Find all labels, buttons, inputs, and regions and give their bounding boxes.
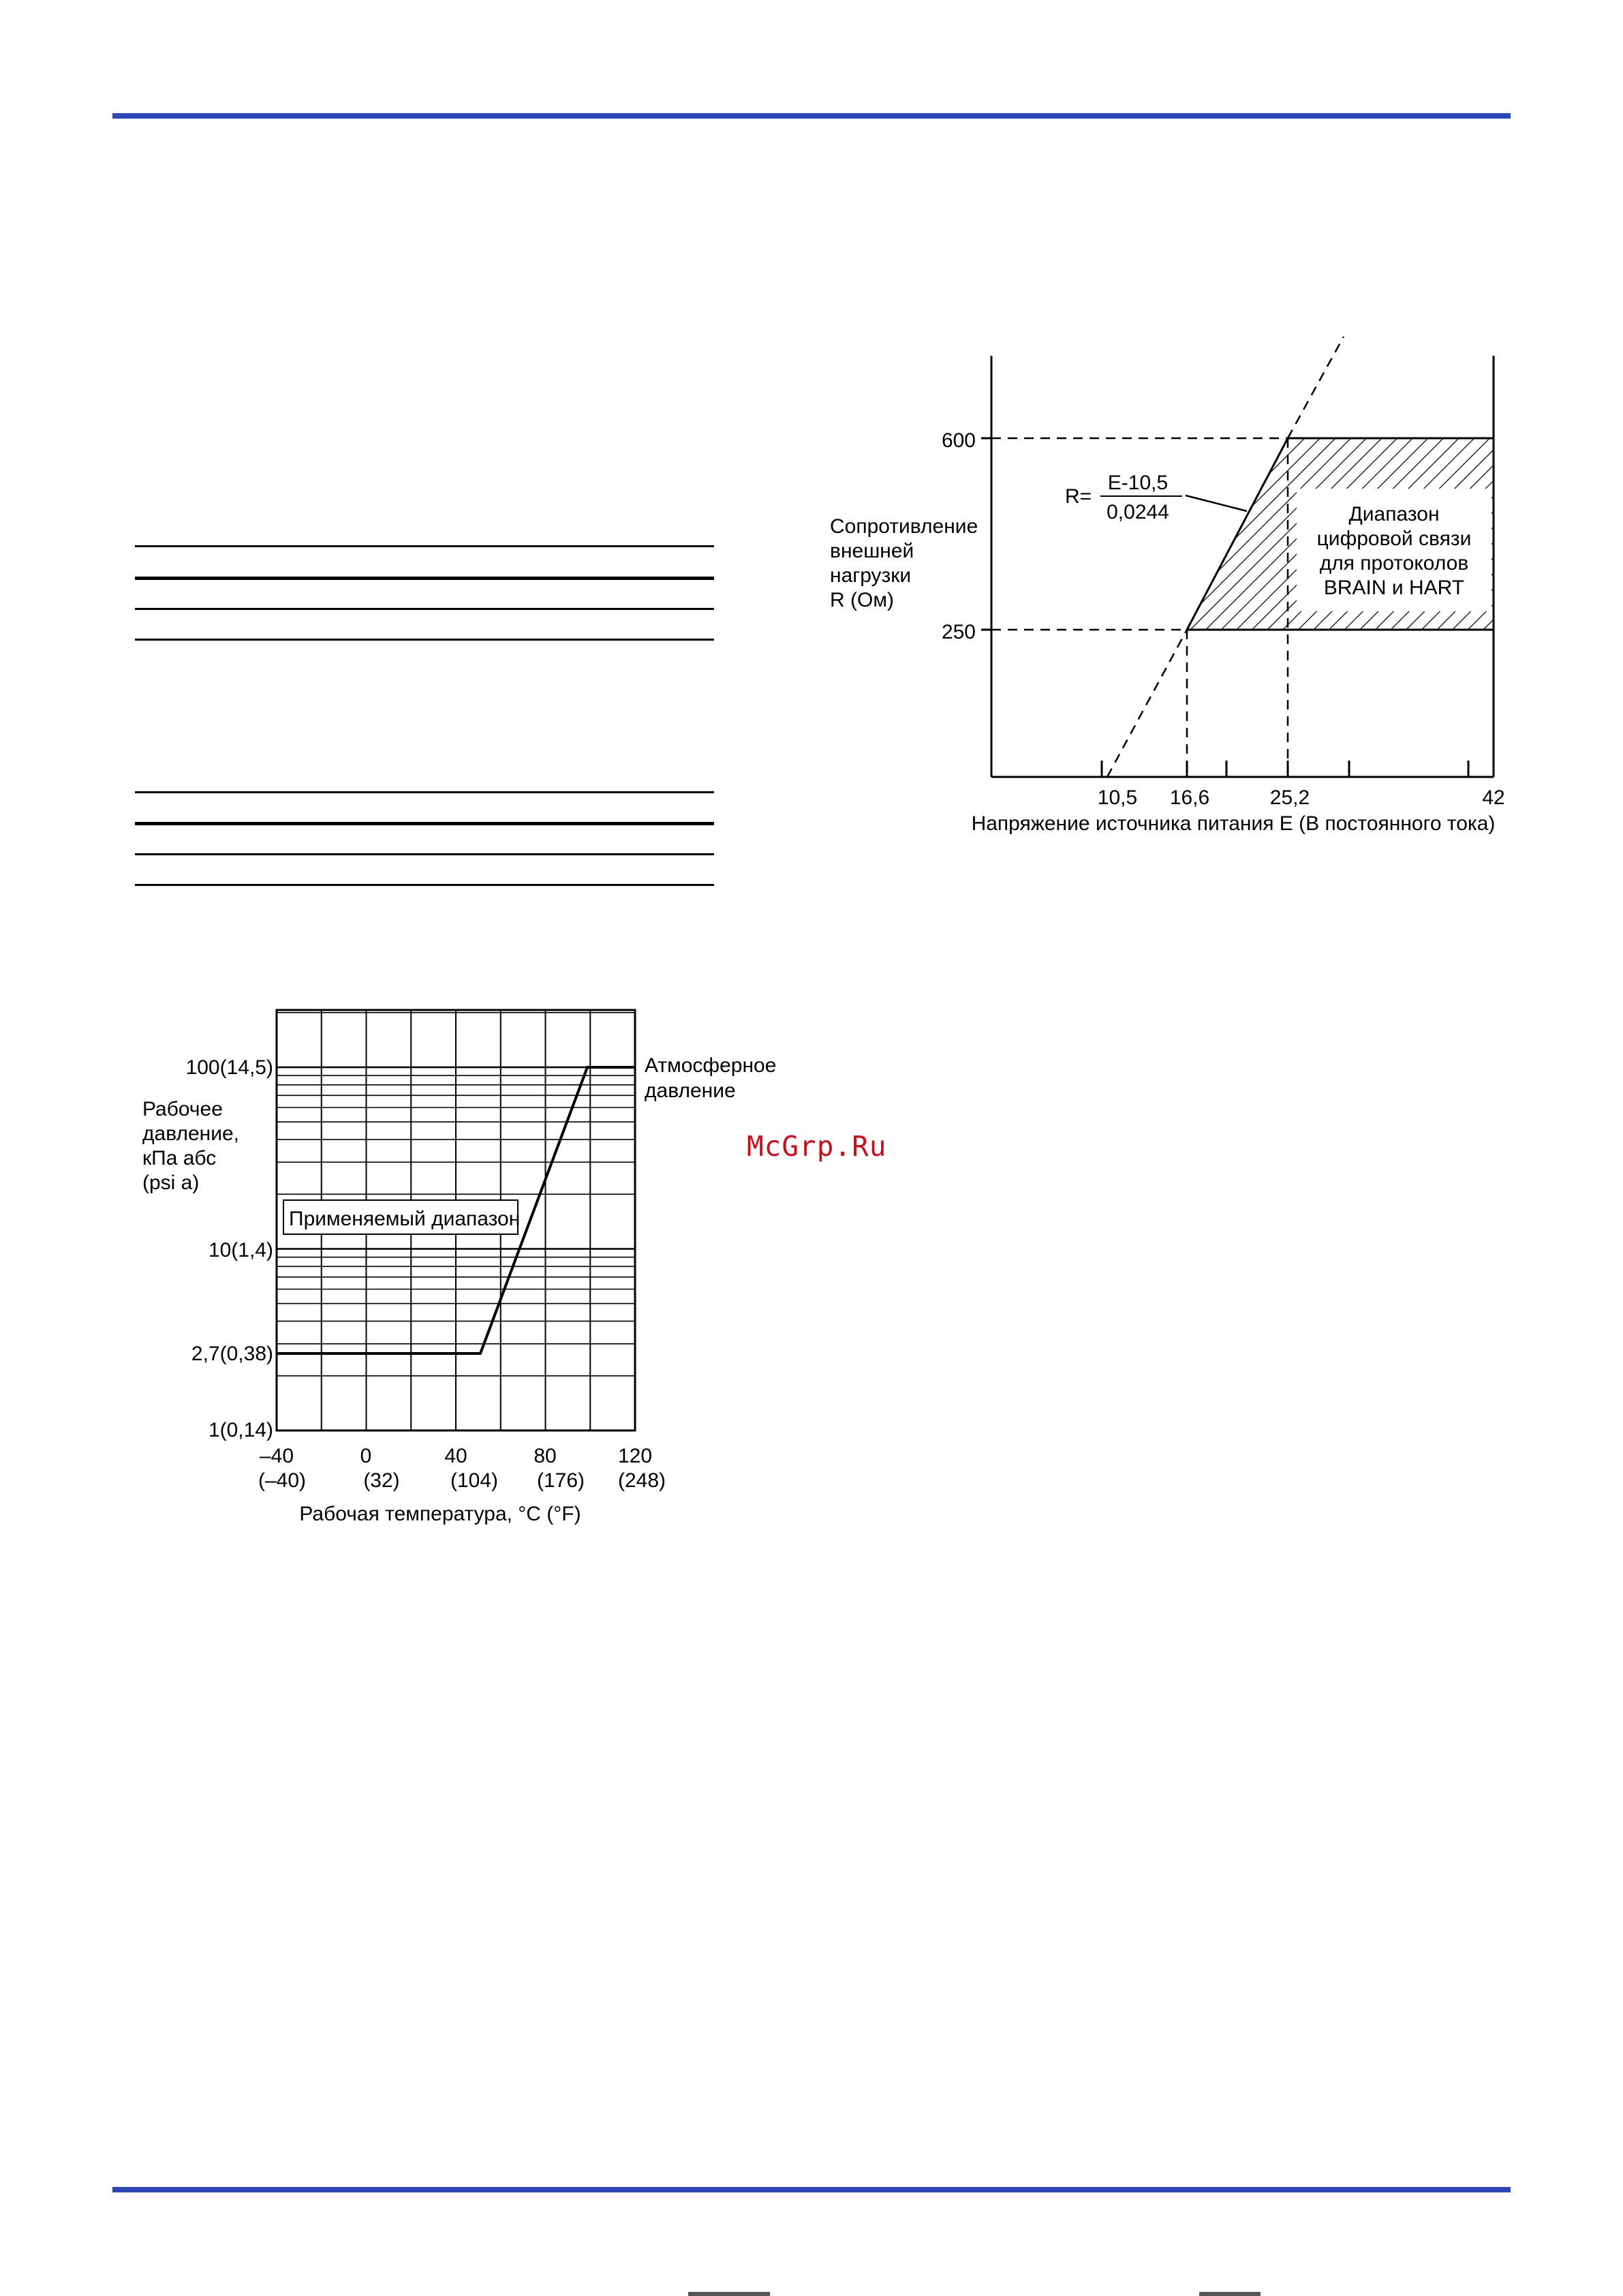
x-tick-label: –40	[259, 1445, 294, 1467]
y-tick-label: 100(14,5)	[185, 1056, 273, 1079]
atm-label-line: Атмосферное	[645, 1054, 777, 1077]
x-tick-label-f: (176)	[536, 1469, 585, 1492]
formula-numerator: E-10,5	[1107, 472, 1169, 494]
x-tick-label-f: (32)	[363, 1469, 400, 1492]
x-tick-label: 120	[617, 1445, 653, 1467]
scan-artifact	[1199, 2292, 1261, 2296]
x-tick-label: 40	[444, 1445, 467, 1467]
region-label-line: цифровой связи	[1316, 527, 1472, 550]
region-label-line: для протоколов	[1319, 552, 1469, 575]
x-tick-label-f: (–40)	[258, 1469, 307, 1492]
y-axis-title-line: Рабочее	[142, 1098, 223, 1120]
region-label-line: BRAIN и HART	[1323, 577, 1465, 599]
y-tick-label: 250	[941, 621, 976, 643]
region-label-line: Диапазон	[1348, 503, 1440, 525]
x-tick-label: 80	[534, 1445, 557, 1467]
x-axis-title: Рабочая температура, °С (°F)	[299, 1503, 581, 1525]
y-axis-title-line: (psi a)	[142, 1172, 200, 1194]
y-axis-title-line: R (Ом)	[830, 589, 894, 611]
y-tick-label: 2,7(0,38)	[191, 1343, 273, 1365]
y-axis-title-line: нагрузки	[830, 564, 912, 587]
watermark-text: McGrp.Ru	[747, 1130, 887, 1163]
y-axis-title-line: кПа абс	[142, 1147, 217, 1169]
x-tick-label: 25,2	[1269, 786, 1310, 809]
x-tick-label-f: (248)	[617, 1469, 666, 1492]
formula-prefix: R=	[1065, 485, 1092, 508]
y-tick-label: 10(1,4)	[208, 1239, 273, 1261]
y-tick-label: 600	[941, 429, 976, 452]
formula-denominator: 0,0244	[1107, 501, 1169, 523]
atm-label-line: давление	[645, 1080, 736, 1102]
y-axis-title-line: давление,	[142, 1122, 239, 1145]
x-tick-label: 42	[1482, 786, 1505, 809]
scan-artifact	[688, 2292, 770, 2296]
x-tick-label: 16,6	[1169, 786, 1210, 809]
y-axis-title-line: внешней	[830, 540, 914, 562]
range-label: Применяемый диапазон	[289, 1208, 521, 1230]
x-tick-label: 0	[360, 1445, 372, 1467]
y-axis-title-line: Сопротивление	[830, 515, 978, 538]
x-axis-title: Напряжение источника питания Е (В постоянного тока)	[971, 812, 1496, 835]
x-tick-label-f: (104)	[450, 1469, 499, 1492]
y-tick-label: 1(0,14)	[208, 1419, 273, 1441]
x-tick-label: 10,5	[1097, 786, 1138, 809]
